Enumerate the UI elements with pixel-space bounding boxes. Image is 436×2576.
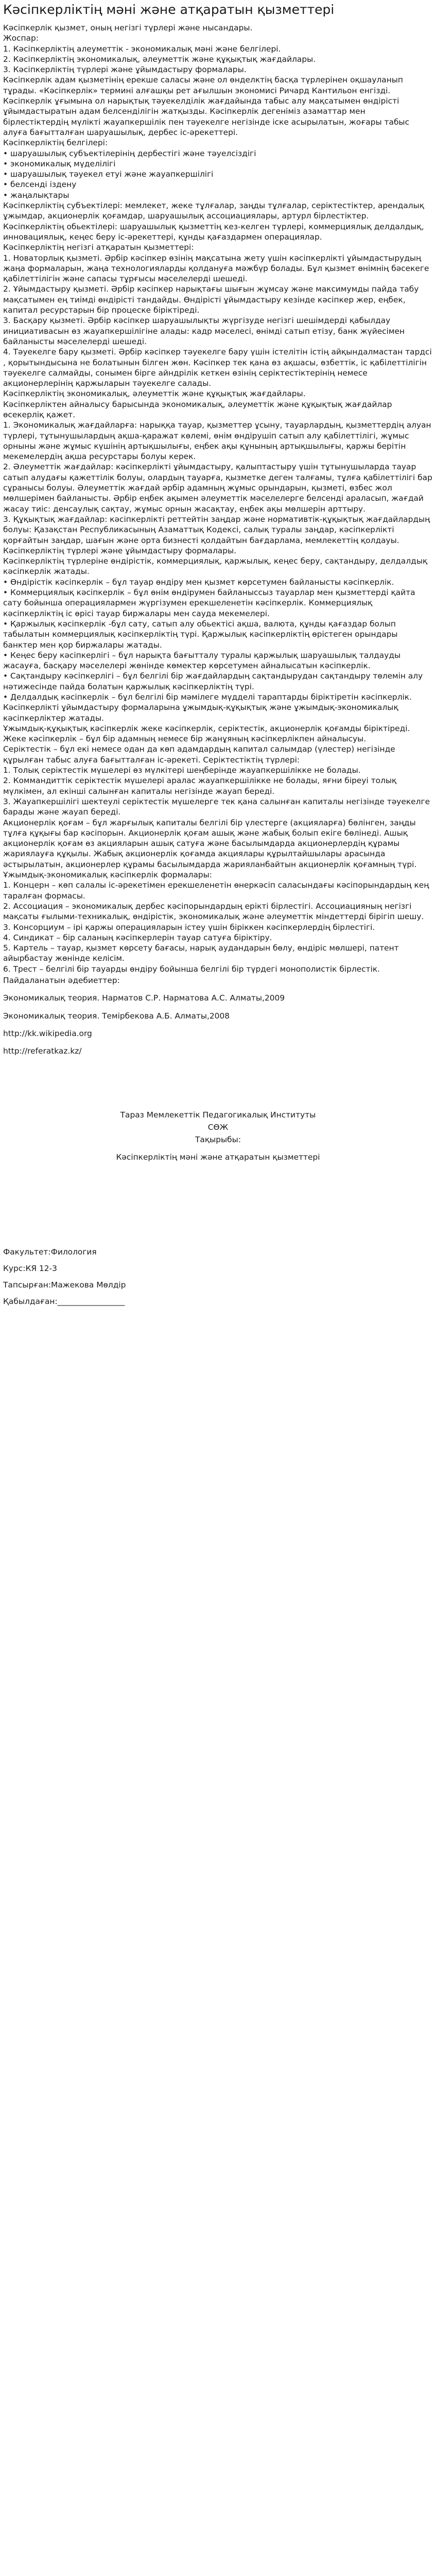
body-paragraph: • Делдалдық кәсіпкерлік – бұл белгілі бір мәмілеге мүдделі тараптарды біріктіретін кәсіпкерлік. (3, 692, 412, 702)
topic-title: Кәсіпкерліктің мәні және атқаратын қызметтері (116, 1152, 320, 1162)
body-paragraph: 2. Коммандиттік серіктестік мүшелері аралас жауапкершілікке не болады, яғни біреуі толық мүлкімен, ал екінші салынған капиталы негізінде жауап береді. (3, 776, 397, 796)
body-paragraph: Кәсіпкерліктің субъектілері: мемлекет, жеке тұлғалар, заңды тұлғалар, серіктестіктер, арендалық ұжымдар, акционерлік қоғамдар, шаруашылық ассоциациялары, артурл бірлестіктер. (3, 201, 425, 221)
body-paragraph: Ұжымдық-экономикалық кәсіпкерлік формалары: (3, 870, 212, 880)
references-heading: Пайдаланатын әдебиеттер: (3, 976, 120, 986)
reference-link[interactable]: http://referatkaz.kz/ (3, 1046, 82, 1056)
reference-item: Экономикалық теория. Темірбекова А.Б. Алматы,2008 (3, 1011, 230, 1021)
document (3, 0, 433, 1313)
body-paragraph: 4. Синдикат – бір саланың кәсіпкерлерін тауар сатуға біріктіру. (3, 933, 272, 942)
body-paragraph: Кәсіпкерліктің түрлеріне өндірістік, коммерциялық, қаржылық, кеңес беру, сақтандыру, делдалдық кәсіпкерлік жатады. (3, 556, 428, 577)
reviewer-line: Қабылдаған:_________________ (3, 1296, 125, 1306)
body-paragraph: 2. Әлеуметтік жағдайлар: кәсіпкерлікті ұйымдастыру, қалыптастыру үшін тұтынушыларда тауар сатып алудағы қажеттілік болуы, олардың тауарға, қызметке деген талғамы, тұлға қабілеттілігі бар сұранысы болуы. Әлеуметтік жағдай әрбір адамның жұмыс орындарын, қызметі, өзбес жол мөлшерімен байланысты. Әрбір еңбек ақымен әлеуметтік мәселелерге белсенді араласып, жағдай жасау тиіс: денсаулық сақтау, жұмыс орнын жасақтау, еңбек ақы мөлшерін арттыру. (3, 462, 432, 514)
body-paragraph: • Сақтандыру кәсіпкерлігі – бұл белгілі бір жағдайлардың сақтандырудан сақтандыру төлемін алу нәтижесінде пайда болатын қаржылық кәсіпкерліктің түрі. (3, 671, 423, 691)
author-line: Тапсырған:Мажекова Мөлдір (3, 1280, 126, 1290)
body-paragraph: • шаруашылық субъектілерінің дербестігі және тәуелсіздігі (3, 148, 256, 158)
body-paragraph: 1. Экономикалық жағдайларға: нарыққа тауар, қызметтер ұсыну, тауарлардың, қызметтердің алуан түрлері, тұтынушылардың ақша-қаражат көлемі, өнім өндірушіп сатып алу қабілеттілігі, жұмыс орныны және жұмыс күшінің артықшылығы, еңбек ақы құнының артықшылығы, қаржы берітін мекемелердің ақша ресурстары болуы керек. (3, 420, 431, 462)
body-paragraph: Жоспар: (3, 33, 39, 43)
body-paragraph: 3. Кәсіпкерліктің түрлері және ұйымдастыру формалары. (3, 65, 247, 75)
body-paragraph: Кәсіпкерліктің экономикалық, әлеуметтік және құқықтық жағдайлары. (3, 389, 306, 399)
faculty-line: Факультет:Филология (3, 1247, 97, 1257)
reference-link[interactable]: http://kk.wikipedia.org (3, 1028, 92, 1038)
body-paragraph: Кәсіпкерліктің обьектілері: шаруашылық қызметтің кез-келген түрлері, коммерциялық делдалдық, инновациялық, кеңес беру іс-әрекеттері, құнды қағаздармен операциялар. (3, 222, 424, 242)
body-paragraph: • шаруашылық тәуекел етуі және жауапкершілігі (3, 170, 214, 179)
body-paragraph: 3. Басқару қызметі. Әрбір кәсіпкер шаруашылықты жүргізуде негізгі шешімдерді қабылдау инициативасын өз жауапкершілігіне алады: кадр мәселесі, өнімді сатып етізу, банк жүйесімен байланысты мәселелерді шешеді. (3, 316, 405, 346)
reference-item: Экономикалық теория. Нарматов С.Р. Нарматова А.С. Алматы,2009 (3, 993, 285, 1003)
body-paragraph: Кәсіпкерліктің түрлері және ұйымдастыру формалары. (3, 546, 237, 555)
body-paragraph: 1. Концерн – көп салалы іс-әрекетімен ерекшеленетін өнеркәсіп саласындағы кәсіпорындардың кең таралған формасы. (3, 880, 429, 901)
body-paragraph: • белсенді іздену (3, 180, 77, 190)
student-info (3, 1247, 433, 1306)
body-paragraph: 2. Ассоциация – экономикалық дербес кәсіпорындардың ерікті бірлестігі. Ассоциацияның негізгі мақсаты ғылыми-техникалық, өндірістік, экономикалық және әлеуметтік міндеттерді бірігіп шешу. (3, 901, 424, 922)
body-paragraph: • жаңалықтары (3, 190, 69, 200)
body-paragraph: 2. Кәсіпкерліктің экономикалық, әлеуметтік және құқықтық жағдайлары. (3, 54, 316, 64)
body-paragraph: 1. Новаторлық қызметі. Әрбір кәсіпкер өзінің мақсатына жету үшін кәсіпкерлікті ұйымдастырудың жаңа формаларын, жаңа технологияларды қолдануға мәжбүр болады. Бұл қызмет өнімнің бәсекеге қабілеттілігін және сапасы тұрғысы мәселелерді шешеді. (3, 253, 429, 284)
body-paragraph: Ұжымдық-құқықтық кәсіпкерлік жеке кәсіпкерлік, серіктестік, акционерлік қоғамды біріктіреді. (3, 723, 410, 733)
body-paragraph: 3. Консорциум – ірі қаржы операцияларын істеу үшін біріккен кәсіпкерлердің бірлестігі. (3, 922, 375, 932)
body-paragraph: • Қаржылық кәсіпкерлік -бұл сату, сатып алу обьектісі ақша, валюта, құнды қағаздар болып табылатын коммерциялық кәсіпкерліктің түрі. Қаржылық кәсіпкерліктің өрістеген орындары банктер мен қор биржалары жатады. (3, 619, 398, 650)
body-paragraph: 6. Трест – белгілі бір тауарды өндіру бойынша белгілі бір түрдегі монополистік бірлестік. (3, 964, 380, 974)
body-paragraph: 2. Ұйымдастыру қызметі. Әрбір кәсіпкер нарықтағы шығын жұмсау және максимумды пайда табу мақсатымен ең тиімді өндірісті тандайды. Өндірісті ұйымдастыру кезінде кәсіпкер жер, еңбек, капитал ресурстарын бір процеске біріктіреді. (3, 284, 419, 315)
body-paragraph: Кәсіпкерлік адам қызметінің ерекше саласы және ол өнделктің басқа түрлерінен оқшауланып тұрады. «Кәсіпкерлік» термині алғашқы рет ағылшын экономисі Ричард Кантильон енгізді. Кәсіпкерлік ұғымына ол нарықтық тәуекелділік жағдайында табыс алу мақсатымен өндірісті ұйымдастыратын адам белсенділігін жатқызды. Кәсіпкерлік дегеніміз азаматтар мен бірлестіктердің мүлікті жауапкершілік пен тәуекелге негізінде іске асырылатын, жоғары табыс алуға бағытталған шаруашылық, дербес іс-әрекеттері. (3, 75, 410, 137)
work-type: СӨЖ (207, 1122, 229, 1132)
body-paragraph: Кәсіпкерлікті ұйымдастыру формаларына ұжымдық-құқықтық және ұжымдық-экономикалық кәсіпкерліктер жатады. (3, 703, 398, 723)
body-paragraph: • Өндірістік кәсіпкерлік – бұл тауар өндіру мен қызмет көрсетумен байланысты кәсіпкерлік. (3, 577, 394, 587)
document-body (3, 23, 433, 974)
university-name: Тараз Мемлекеттік Педагогикалық Институты (120, 1110, 316, 1120)
body-paragraph: Серіктестік – бұл екі немесе одан да көп адамдардың капитал салымдар (үлестер) негізінде құрылған табыс алуға бағытталған іс-әрекеті. Серіктестіктің түрлері: (3, 744, 395, 765)
body-paragraph: • Кеңес беру кәсіпкерлігі – бұл нарықта бағытталу туралы қаржылық шаруашылық талдауды жасауға, басқару мәселелері жөнінде көмектер көрсетумен айналысатын кәсіпкерлік. (3, 650, 401, 671)
body-paragraph: Жеке кәсіпкерлік – бұл бір адамның немесе бір жанұяның кәсіпкерлікпен айналысуы. (3, 734, 367, 744)
references-section (3, 975, 433, 1056)
body-paragraph: 1. Толық серіктестік мүшелері өз мүлкітері шеңберінде жауапкершілікке не болады. (3, 766, 361, 775)
topic-label: Тақырыбы: (195, 1134, 241, 1144)
body-paragraph: Кәсіпкерліктің негізгі атқаратын қызметтері: (3, 243, 194, 252)
body-paragraph: Кәсіпкерліктің белгілері: (3, 138, 108, 148)
cover-page (3, 1110, 433, 1162)
document-title: Кәсіпкерліктің мәні және атқаратын қызметтері (3, 2, 335, 17)
body-paragraph: • Коммерциялық кәсіпкерлік – бұл өнім өндірумен байланыссыз тауарлар мен қызметтерді қайта сату бойынша операциялармен жүргізумен ерекшеленетін кәсіпкерлік. Коммерциялық кәсіпкерліктің іс өрісі тауар биржалары мен сауда мекемелері. (3, 588, 415, 618)
body-paragraph: Кәсіпкерліктен айналысу барысында экономикалық, әлеуметтік және құқықтық жағдайлар өсекерліқ қажет. (3, 399, 392, 419)
body-paragraph: Кәсіпкерлік қызмет, оның негізгі түрлері және нысандары. (3, 23, 253, 32)
body-paragraph: 3. Құқықтық жағдайлар: кәсіпкерлікті реттейтін заңдар және нормативтік-құқықтық жағдайлардың болуы: Қазақстан Республикасының Азаматтық Кодексі, салық туралы заңдар, кәсіпкерлікті қорғайтын заңдар, шағын және орта бизнесті қолдайтын бағдарлама, мемлекеттің қолдауы. (3, 514, 430, 545)
body-paragraph: 4. Тәуекелге бару қызметі. Әрбір кәсіпкер тәуекелге бару үшін істелітін істің айқындалмастан тардсі , қорытындысына не болатынын білген жөн. Кәсіпкер тек қана өз ақшасы, өзбеттік, іс қабілеттілігін тәуекелге салмайды, сонымен бірге айндрілік кеткен өзінің серіктестіктерінің немесе акционерлерінің қаржыларын тәуекелге салады. (3, 347, 432, 388)
body-paragraph: Акционерлік қоғам – бұл жарғылық капиталы белгілі бір үлестерге (акцияларға) бөлінген, заңды тұлға құқығы бар кәсіпорын. Акционерлік қоғам ашық және жабық болып екіге бөлінеді. Ашық акционерлік қоғам өз акцияларын ашық сатуға және басылымдарда акционерлердің құрамы жариялауға құқылы. Жабық акционерлік қоғамда акциялары құрылтайшылары арасында әстырылатын, акционерлер құрамы басылымдарда жарияланбайтын акционерлік қоғамның түрі. (3, 818, 417, 869)
body-paragraph: • экономикалық мүделілігі (3, 159, 116, 168)
course-line: Курс:КЯ 12-3 (3, 1263, 57, 1273)
body-paragraph: 5. Картель – тауар, қызмет көрсету бағасы, нарық аудандарын бөлу, өндіріс мөлшері, патент айырбастау жөнінде келісім. (3, 943, 399, 963)
body-paragraph: 1. Кәсіпкерліктің алеуметтік - экономикалық мәні және белгілері. (3, 44, 281, 54)
body-paragraph: 3. Жауапкершілігі шектеулі серіктестік мүшелерге тек қана салынған капиталы негізінде тәуекелге барады және жауап береді. (3, 796, 430, 817)
